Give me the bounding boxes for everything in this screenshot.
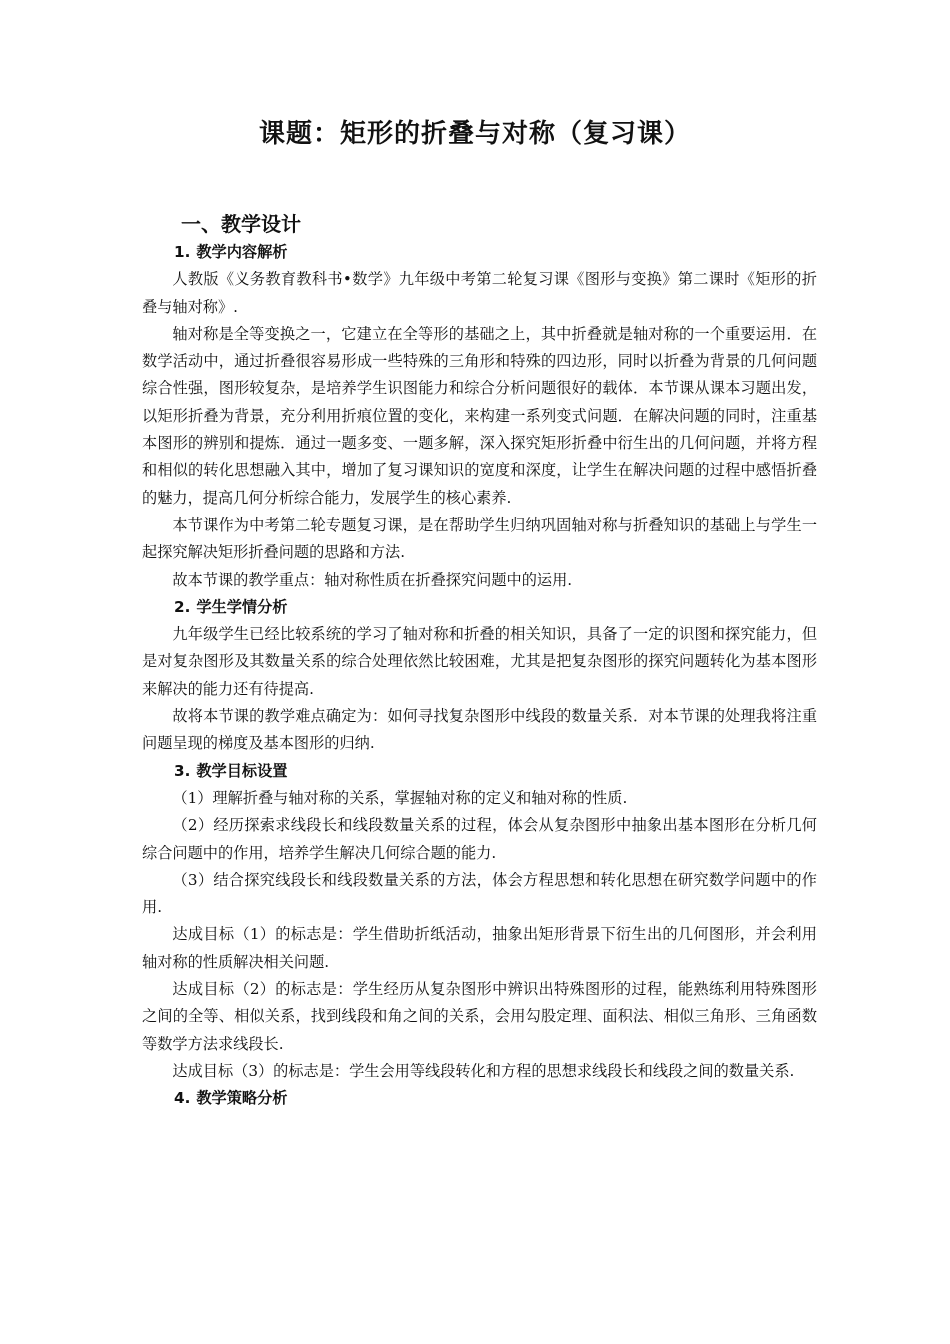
subheading-number: 4. xyxy=(174,1089,191,1108)
subheading-number: 1. xyxy=(174,243,191,261)
section-heading-teaching-design: 一、教学设计 xyxy=(181,212,301,236)
subheading-text: 教学内容解析 xyxy=(196,243,288,261)
paragraph: 达成目标（2）的标志是：学生经历从复杂图形中辨识出特殊图形的过程，能熟练利用特殊图形之间的全等、相似关系，找到线段和角之间的关系，会用勾股定理、面积法、相似三角形、三角函数等数学方法求线段长. xyxy=(142,980,817,1053)
subheading-strategy-analysis xyxy=(142,1085,817,1112)
paragraph: （2）经历探索求线段长和线段数量关系的过程，体会从复杂图形中抽象出基本图形在分析几何综合问题中的作用，培养学生解决几何综合题的能力. xyxy=(142,816,817,862)
subheading-content-analysis xyxy=(142,239,817,266)
paragraph: 九年级学生已经比较系统的学习了轴对称和折叠的相关知识，具备了一定的识图和探究能力，但是对复杂图形及其数量关系的综合处理依然比较困难，尤其是把复杂图形的探究问题转化为基本图形来解决的能力还有待提高. xyxy=(142,625,817,698)
subheading-number: 3. xyxy=(174,761,191,780)
subheading-text: 教学策略分析 xyxy=(196,1089,288,1108)
paragraph: 轴对称是全等变换之一，它建立在全等形的基础之上，其中折叠就是轴对称的一个重要运用．在数学活动中，通过折叠很容易形成一些特殊的三角形和特殊的四边形，同时以折叠为背景的几何问题综合性强，图形较复杂，是培养学生识图能力和综合分析问题很好的载体．本节课从课本习题出发，以矩形折叠为背景，充分利用折痕位置的变化，来构建一系列变式问题．在解决问题的同时，注重基本图形的辨别和提炼．通过一题多变、一题多解，深入探究矩形折叠中衍生出的几何问题，并将方程和相似的转化思想融入其中，增加了复习课知识的宽度和深度，让学生在解决问题的过程中感悟折叠的魅力，提高几何分析综合能力，发展学生的核心素养. xyxy=(142,324,817,507)
paragraph: 达成目标（3）的标志是：学生会用等线段转化和方程的思想求线段长和线段之间的数量关系. xyxy=(172,1061,795,1080)
paragraph: 人教版《义务教育教科书•数学》九年级中考第二轮复习课《图形与变换》第二课时《矩形的折叠与轴对称》. xyxy=(142,270,817,316)
paragraph: 故本节课的教学重点：轴对称性质在折叠探究问题中的运用. xyxy=(172,570,573,589)
paragraph: 故将本节课的教学难点确定为：如何寻找复杂图形中线段的数量关系．对本节课的处理我将注重问题呈现的梯度及基本图形的归纳. xyxy=(142,707,817,753)
subheading-student-analysis xyxy=(142,594,817,621)
subheading-teaching-goals xyxy=(142,758,817,785)
document-body xyxy=(142,239,817,1113)
paragraph: （3）结合探究线段长和线段数量关系的方法，体会方程思想和转化思想在研究数学问题中的作用. xyxy=(142,870,817,917)
paragraph: 本节课作为中考第二轮专题复习课，是在帮助学生归纳巩固轴对称与折叠知识的基础上与学生一起探究解决矩形折叠问题的思路和方法. xyxy=(142,515,817,562)
document-title: 课题：矩形的折叠与对称（复习课） xyxy=(258,119,691,149)
paragraph: （1）理解折叠与轴对称的关系，掌握轴对称的定义和轴对称的性质. xyxy=(172,788,628,807)
subheading-text: 教学目标设置 xyxy=(196,761,288,780)
paragraph: 达成目标（1）的标志是：学生借助折纸活动，抽象出矩形背景下衍生出的几何图形，并会利用轴对称的性质解决相关问题. xyxy=(142,925,817,971)
subheading-number: 2. xyxy=(174,597,191,616)
subheading-text: 学生学情分析 xyxy=(196,597,288,616)
